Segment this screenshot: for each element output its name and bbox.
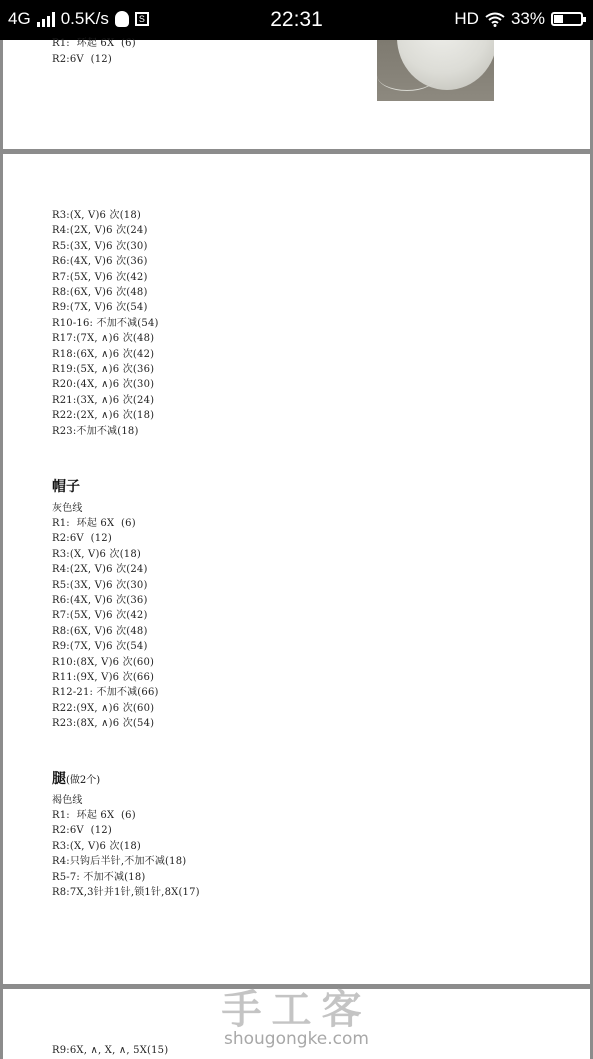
pattern-line: R22:(9X, ∧)6 次(60)	[52, 702, 155, 714]
battery-percent: 33%	[510, 9, 545, 28]
pattern-line: R1: 环起 6X (6)	[52, 810, 136, 821]
pattern-line: R21:(3X, ∧)6 次(24)	[52, 394, 155, 406]
hat-heading: 帽子	[52, 479, 80, 495]
leg-note: (做2个)	[66, 775, 101, 786]
pattern-line: R8:(6X, V)6 次(48)	[52, 625, 148, 637]
pattern-line: R9:(7X, V)6 次(54)	[52, 302, 148, 314]
pattern-line: R9:(7X, V)6 次(54)	[52, 641, 148, 653]
pattern-line: R5:(3X, V)6 次(30)	[52, 240, 148, 252]
pattern-line: R10:(8X, V)6 次(60)	[52, 656, 155, 668]
pattern-line: R5-7: 不加不减(18)	[52, 871, 146, 883]
wifi-icon	[485, 12, 505, 27]
pattern-line: R3:(X, V)6 次(18)	[52, 548, 142, 560]
network-label: 4G	[8, 9, 31, 28]
pattern-line: R1: 环起 6X (6)	[52, 518, 136, 529]
pattern-line: R7:(5X, V)6 次(42)	[52, 610, 148, 622]
hd-label: HD	[454, 9, 479, 28]
document-page-1	[3, 40, 590, 149]
pattern-line: R2:6V (12)	[52, 54, 112, 65]
pattern-line: R5:(3X, V)6 次(30)	[52, 579, 148, 591]
document-page-2	[3, 154, 590, 984]
pattern-line: R10-16: 不加不减(54)	[52, 317, 159, 329]
watermark-logo: 手工客	[221, 987, 372, 1033]
pattern-line: R11:(9X, V)6 次(66)	[52, 672, 155, 683]
pattern-line: R19:(5X, ∧)6 次(36)	[52, 364, 155, 375]
pattern-line: R17:(7X, ∧)6 次(48)	[52, 333, 155, 345]
pattern-line: R8:(6X, V)6 次(48)	[52, 287, 148, 298]
status-bar	[0, 0, 593, 40]
clock: 22:31	[270, 8, 323, 31]
pattern-line: R4:(2X, V)6 次(24)	[52, 564, 148, 576]
pattern-line: R6:(4X, V)6 次(36)	[52, 595, 148, 606]
pattern-line: R23:(8X, ∧)6 次(54)	[52, 718, 155, 730]
pattern-line: R20:(4X, ∧)6 次(30)	[52, 379, 155, 391]
pattern-line: R6:(4X, V)6 次(36)	[52, 256, 148, 268]
pattern-line: R9:6X, ∧, X, ∧, 5X(15)	[52, 1045, 169, 1056]
watermark-url: shougongke.com	[224, 1029, 369, 1049]
pattern-line: R8:7X,3针并1针,锁1针,8X(17)	[52, 887, 200, 898]
pattern-line: R7:(5X, V)6 次(42)	[52, 271, 148, 283]
pattern-line: R23:不加不减(18)	[52, 425, 139, 437]
pattern-line: R22:(2X, ∧)6 次(18)	[52, 410, 155, 422]
pattern-line: R2:6V (12)	[52, 533, 112, 545]
pattern-line: R1: 环起 6X (6)	[52, 38, 136, 49]
leg-heading: 腿(做2个)	[52, 771, 101, 787]
network-speed: 0.5K/s	[60, 9, 109, 28]
pattern-line: R3:(X, V)6 次(18)	[52, 840, 142, 852]
battery-icon	[551, 12, 583, 26]
watermark	[0, 978, 593, 1049]
pattern-line: R4:(2X, V)6 次(24)	[52, 225, 148, 237]
hat-yarn-color: 灰色线	[52, 503, 83, 514]
yarn-strand	[377, 60, 437, 91]
pattern-line: R4:只钩后半针,不加不减(18)	[52, 856, 187, 868]
pattern-line: R12-21: 不加不减(66)	[52, 687, 159, 699]
crochet-photo	[377, 40, 494, 101]
pattern-line: R2:6V (12)	[52, 825, 112, 837]
pattern-line: R3:(X, V)6 次(18)	[52, 210, 142, 221]
status-right	[454, 9, 583, 29]
pattern-line: R18:(6X, ∧)6 次(42)	[52, 348, 155, 360]
leg-yarn-color: 褐色线	[52, 795, 83, 806]
notification-icon: S	[135, 12, 149, 26]
